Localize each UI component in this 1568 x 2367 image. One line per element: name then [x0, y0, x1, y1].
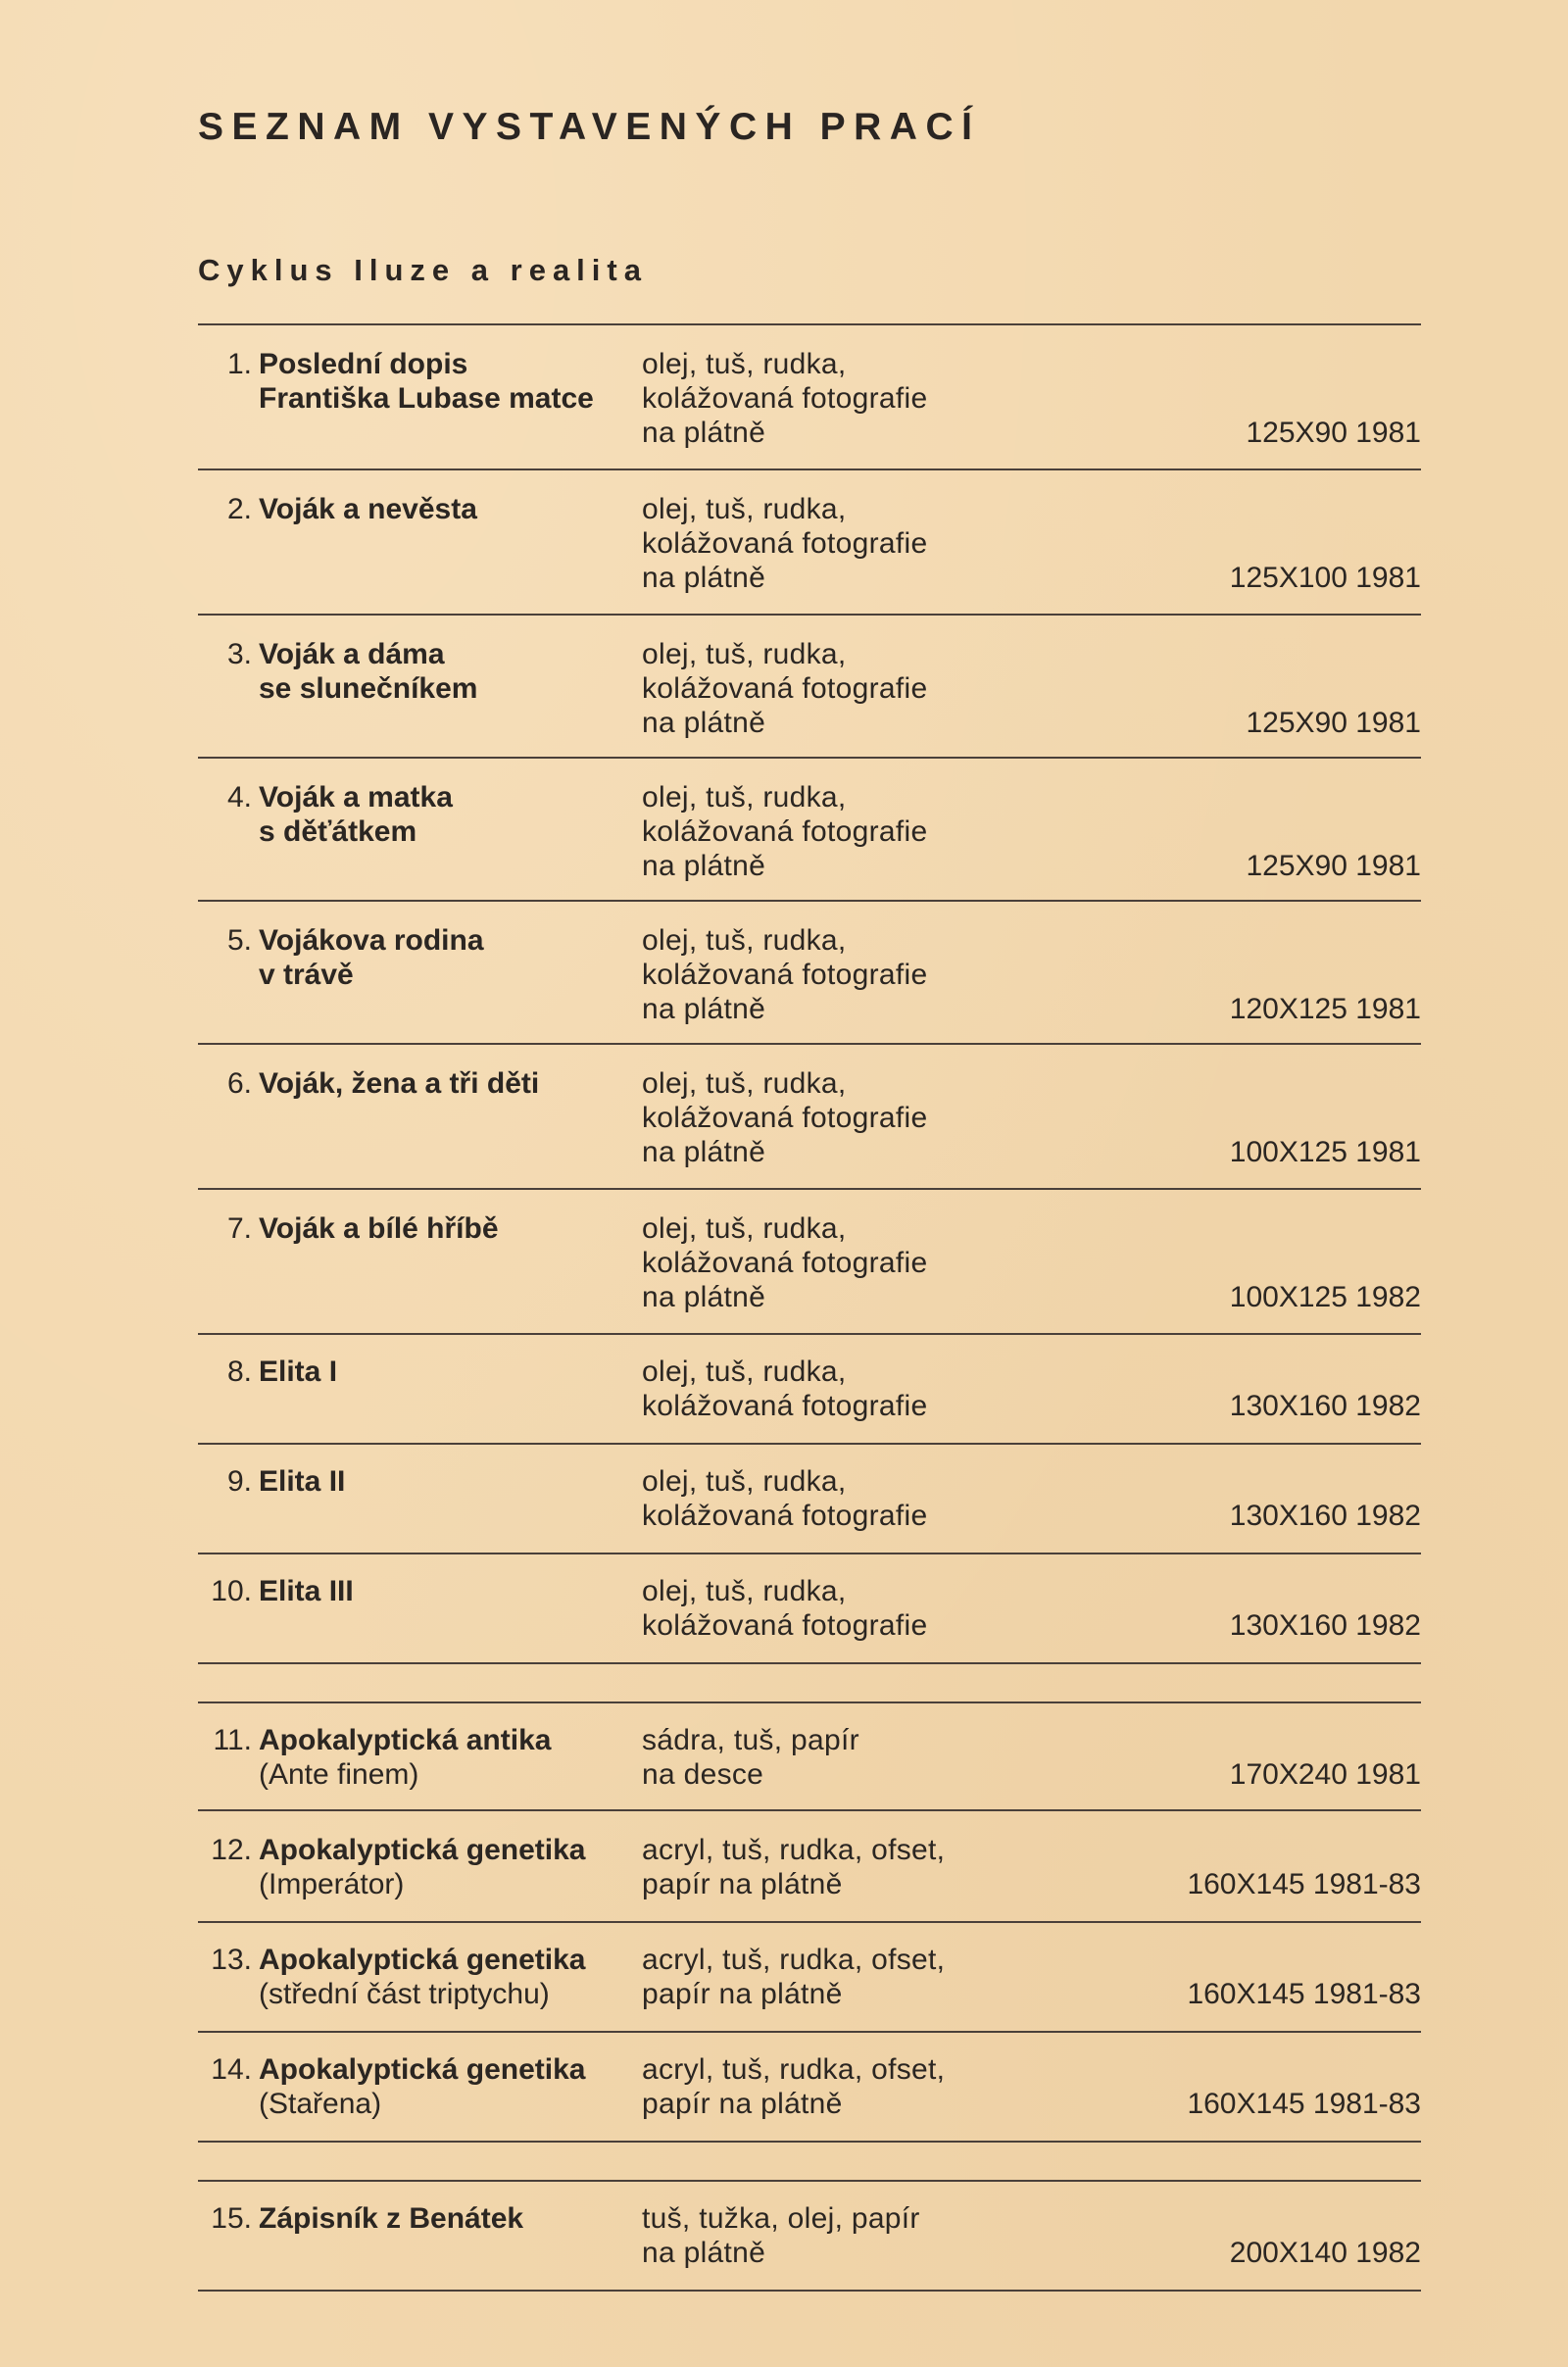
work-number: 5.	[226, 924, 252, 957]
work-title: Apokalyptická genetika (střední část triptychu)	[259, 1944, 586, 2010]
work-number: 9.	[226, 1465, 252, 1498]
work-dimensions-year: 100X125 1982	[1229, 1281, 1421, 1313]
separator-rule	[198, 757, 1421, 759]
work-dimensions-year: 200X140 1982	[1229, 2237, 1421, 2269]
work-medium: tuš, tužka, olej, papír na plátně	[642, 2202, 920, 2269]
work-title: Zápisník z Benátek	[259, 2202, 524, 2235]
separator-rule	[198, 1809, 1421, 1811]
work-title: Vojákova rodina v trávě	[259, 924, 484, 991]
work-entry	[198, 1833, 1421, 1901]
work-medium: olej, tuš, rudka, kolážovaná fotografie na plátně	[642, 1067, 928, 1168]
work-number: 1.	[226, 348, 252, 380]
work-entry	[198, 780, 1421, 883]
work-number: 4.	[226, 781, 252, 814]
work-title: Voják, žena a tři děti	[259, 1067, 540, 1100]
work-dimensions-year: 160X145 1981-83	[1187, 1978, 1421, 2010]
work-title: Elita III	[259, 1575, 354, 1607]
work-medium: olej, tuš, rudka, kolážovaná fotografie	[642, 1356, 928, 1422]
work-entry	[198, 2052, 1421, 2121]
separator-rule	[198, 323, 1421, 325]
work-title: Voják a dáma se slunečníkem	[259, 638, 478, 705]
work-number: 3.	[226, 638, 252, 670]
work-dimensions-year: 120X125 1981	[1229, 993, 1421, 1025]
work-medium: olej, tuš, rudka, kolážovaná fotografie	[642, 1465, 928, 1532]
separator-rule	[198, 2180, 1421, 2182]
work-title: Poslední dopis Františka Lubase matce	[259, 348, 594, 415]
work-number: 7.	[226, 1212, 252, 1245]
separator-rule	[198, 1043, 1421, 1045]
separator-rule	[198, 468, 1421, 470]
work-dimensions-year: 125X100 1981	[1229, 562, 1421, 594]
work-medium: olej, tuš, rudka, kolážovaná fotografie na plátně	[642, 348, 928, 449]
page-title: SEZNAM VYSTAVENÝCH PRACÍ	[198, 106, 981, 148]
work-title: Elita I	[259, 1356, 338, 1388]
separator-rule	[198, 1921, 1421, 1923]
work-medium: sádra, tuš, papír na desce	[642, 1724, 859, 1791]
work-title: Voják a nevěsta	[259, 493, 477, 525]
separator-rule	[198, 1662, 1421, 1664]
work-medium: acryl, tuš, rudka, ofset, papír na plátně	[642, 1944, 946, 2010]
work-title: Apokalyptická genetika (Stařena)	[259, 2053, 586, 2120]
separator-rule	[198, 1188, 1421, 1190]
work-dimensions-year: 100X125 1981	[1229, 1136, 1421, 1168]
work-medium: acryl, tuš, rudka, ofset, papír na plátně	[642, 1834, 946, 1900]
work-title: Voják a matka s děťátkem	[259, 781, 453, 848]
work-entry	[198, 923, 1421, 1026]
work-entry	[198, 1723, 1421, 1792]
separator-rule	[198, 2290, 1421, 2292]
work-medium: acryl, tuš, rudka, ofset, papír na plátně	[642, 2053, 946, 2120]
work-entry	[198, 1355, 1421, 1423]
work-number: 14.	[211, 2053, 252, 2086]
work-title: Apokalyptická antika (Ante finem)	[259, 1724, 552, 1791]
work-medium: olej, tuš, rudka, kolážovaná fotografie na plátně	[642, 493, 928, 594]
work-medium: olej, tuš, rudka, kolážovaná fotografie na plátně	[642, 924, 928, 1025]
work-dimensions-year: 125X90 1981	[1246, 417, 1421, 449]
work-number: 2.	[226, 493, 252, 525]
work-number: 15.	[211, 2202, 252, 2235]
work-medium: olej, tuš, rudka, kolážovaná fotografie na plátně	[642, 781, 928, 882]
separator-rule	[198, 2031, 1421, 2033]
work-number: 12.	[211, 1834, 252, 1866]
work-entry	[198, 1066, 1421, 1169]
separator-rule	[198, 614, 1421, 616]
work-dimensions-year: 130X160 1982	[1229, 1609, 1421, 1642]
work-number: 10.	[211, 1575, 252, 1607]
separator-rule	[198, 1443, 1421, 1445]
work-medium: olej, tuš, rudka, kolážovaná fotografie	[642, 1575, 928, 1642]
work-title: Elita II	[259, 1465, 346, 1498]
work-number: 13.	[211, 1944, 252, 1976]
work-entry	[198, 492, 1421, 595]
work-dimensions-year: 130X160 1982	[1229, 1500, 1421, 1532]
work-dimensions-year: 130X160 1982	[1229, 1390, 1421, 1422]
work-dimensions-year: 160X145 1981-83	[1187, 1868, 1421, 1900]
work-entry	[198, 347, 1421, 450]
separator-rule	[198, 2141, 1421, 2143]
work-entry	[198, 637, 1421, 740]
work-medium: olej, tuš, rudka, kolážovaná fotografie na plátně	[642, 1212, 928, 1313]
work-dimensions-year: 160X145 1981-83	[1187, 2088, 1421, 2120]
separator-rule	[198, 1701, 1421, 1703]
work-title: Voják a bílé hříbě	[259, 1212, 499, 1245]
work-entry	[198, 1211, 1421, 1314]
separator-rule	[198, 900, 1421, 902]
work-number: 8.	[226, 1356, 252, 1388]
work-entry	[198, 2201, 1421, 2270]
work-entry	[198, 1574, 1421, 1643]
work-dimensions-year: 125X90 1981	[1246, 850, 1421, 882]
work-entry	[198, 1464, 1421, 1533]
work-number: 11.	[213, 1724, 252, 1756]
work-dimensions-year: 125X90 1981	[1246, 707, 1421, 739]
cycle-title: Cyklus Iluze a realita	[198, 253, 648, 287]
separator-rule	[198, 1553, 1421, 1554]
work-number: 6.	[226, 1067, 252, 1100]
separator-rule	[198, 1333, 1421, 1335]
work-dimensions-year: 170X240 1981	[1229, 1758, 1421, 1791]
work-medium: olej, tuš, rudka, kolážovaná fotografie na plátně	[642, 638, 928, 739]
work-title: Apokalyptická genetika (Imperátor)	[259, 1834, 586, 1900]
work-entry	[198, 1943, 1421, 2011]
